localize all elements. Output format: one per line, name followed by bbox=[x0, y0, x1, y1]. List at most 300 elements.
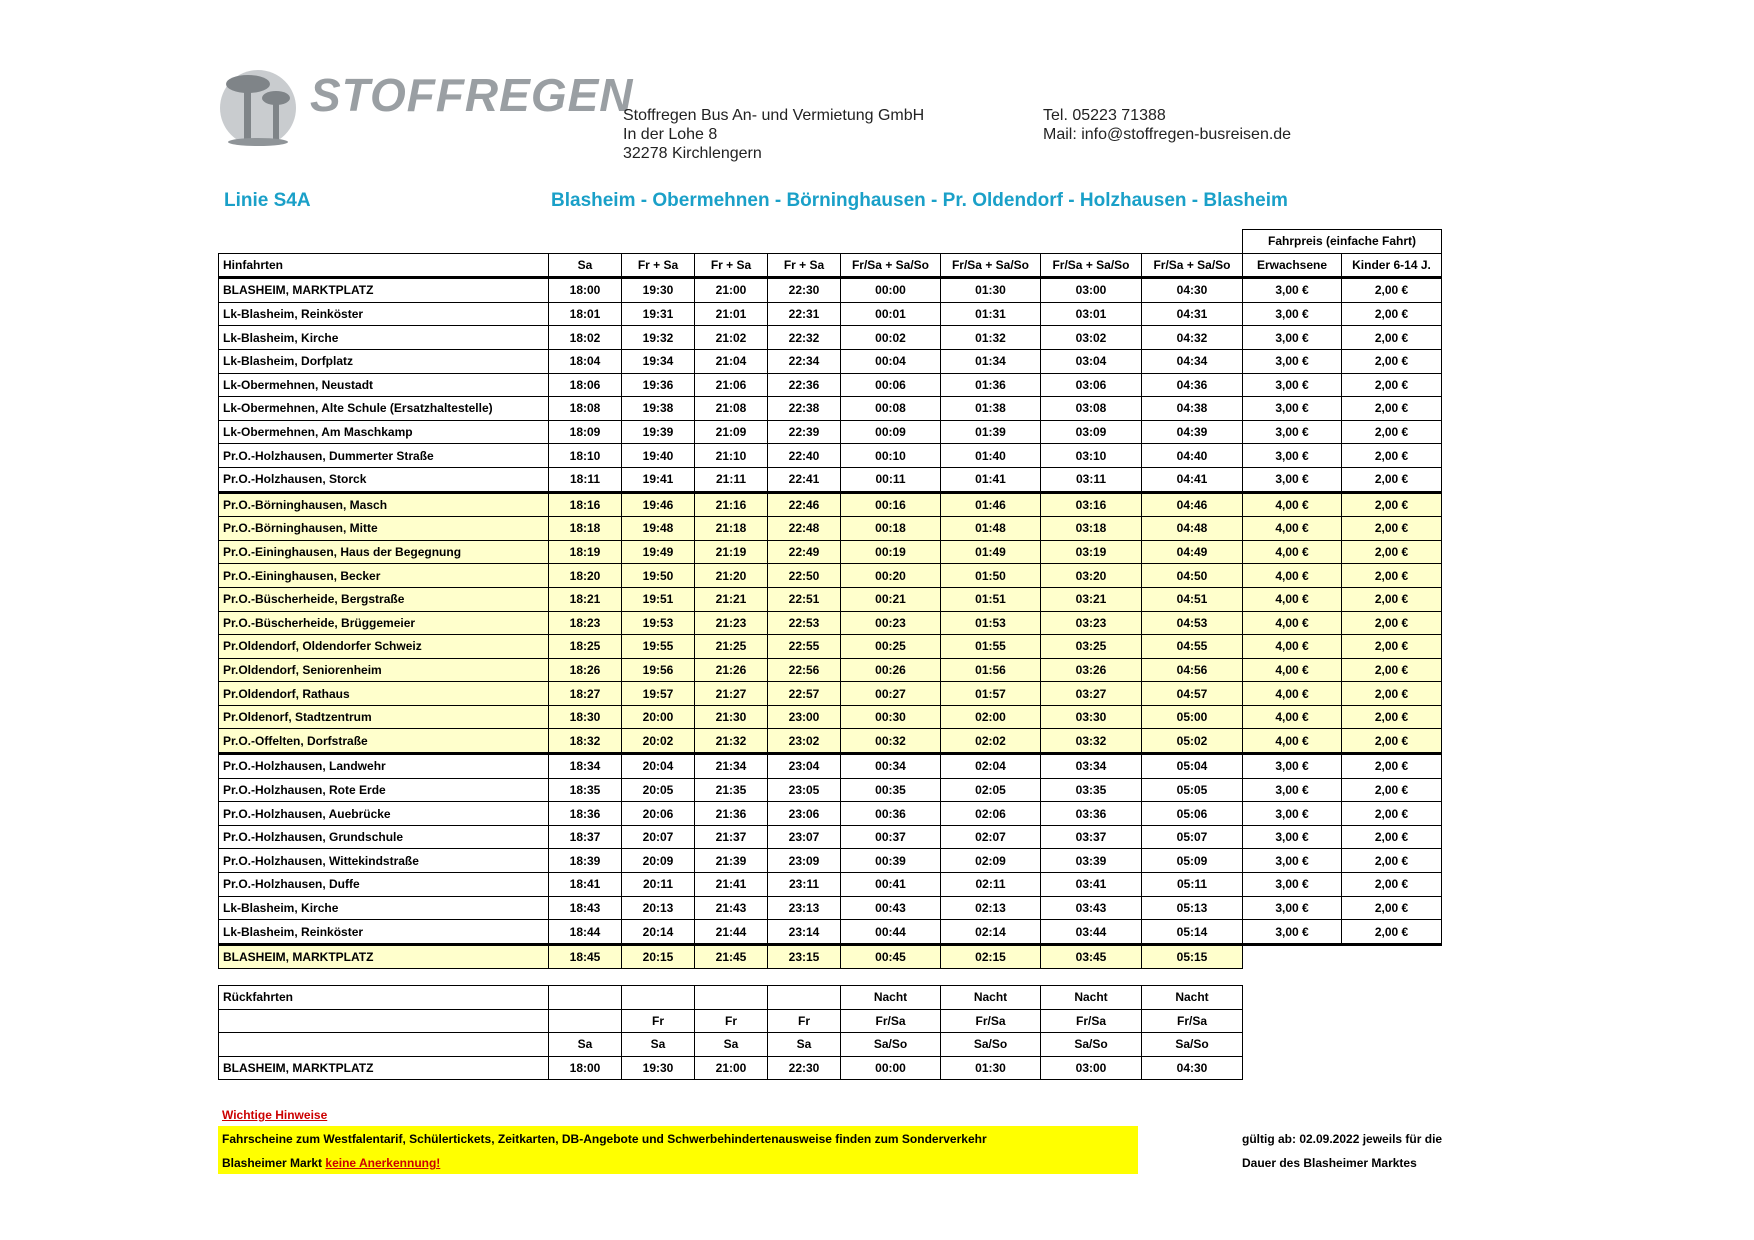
column-header: Sa bbox=[549, 253, 622, 278]
return-cell bbox=[768, 986, 841, 1010]
departure-time: 19:51 bbox=[622, 587, 695, 611]
departure-time: 04:31 bbox=[1142, 302, 1243, 326]
header-row bbox=[219, 253, 1442, 278]
departure-time: 21:35 bbox=[695, 778, 768, 802]
fare-child: 2,00 € bbox=[1342, 444, 1442, 468]
return-cell: Nacht bbox=[1142, 986, 1243, 1010]
column-header: Hinfahrten bbox=[219, 253, 549, 278]
departure-time: 05:15 bbox=[1142, 944, 1243, 969]
fare-header-row bbox=[219, 230, 1442, 254]
departure-time: 21:45 bbox=[695, 944, 768, 969]
departure-time: 05:02 bbox=[1142, 729, 1243, 754]
fare-adult: 4,00 € bbox=[1243, 517, 1342, 541]
empty-cell bbox=[841, 230, 941, 254]
company-phone: Tel. 05223 71388 bbox=[1043, 107, 1166, 124]
empty-cell bbox=[1142, 230, 1243, 254]
table-row bbox=[219, 444, 1442, 468]
departure-time: 19:49 bbox=[622, 540, 695, 564]
validity-line-1: gültig ab: 02.09.2022 jeweils für die bbox=[1242, 1132, 1443, 1146]
fare-adult: 3,00 € bbox=[1243, 444, 1342, 468]
departure-time: 00:21 bbox=[841, 587, 941, 611]
departure-time: 21:11 bbox=[695, 467, 768, 492]
fare-child: 2,00 € bbox=[1342, 420, 1442, 444]
return-cell bbox=[622, 986, 695, 1010]
departure-time: 03:02 bbox=[1041, 326, 1142, 350]
departure-time: 20:13 bbox=[622, 896, 695, 920]
departure-time: 23:00 bbox=[768, 705, 841, 729]
departure-time: 22:51 bbox=[768, 587, 841, 611]
departure-time: 02:11 bbox=[941, 873, 1041, 897]
stop-name: Pr.O.-Holzhausen, Duffe bbox=[219, 873, 549, 897]
departure-time: 02:04 bbox=[941, 754, 1041, 779]
table-row bbox=[219, 373, 1442, 397]
company-contact bbox=[1043, 106, 1291, 144]
departure-time: 18:30 bbox=[549, 705, 622, 729]
fare-adult: 3,00 € bbox=[1243, 397, 1342, 421]
stop-name: Lk-Blasheim, Reinköster bbox=[219, 920, 549, 945]
fare-adult: 3,00 € bbox=[1243, 920, 1342, 945]
departure-time: 21:27 bbox=[695, 682, 768, 706]
departure-time: 03:04 bbox=[1041, 349, 1142, 373]
departure-time: 19:50 bbox=[622, 564, 695, 588]
column-header: Fr + Sa bbox=[695, 253, 768, 278]
return-cell: Nacht bbox=[1041, 986, 1142, 1010]
departure-time: 22:40 bbox=[768, 444, 841, 468]
return-cell: Fr bbox=[695, 1009, 768, 1033]
table-row bbox=[219, 705, 1442, 729]
table-row bbox=[219, 754, 1442, 779]
departure-time: 04:57 bbox=[1142, 682, 1243, 706]
departure-time: 01:48 bbox=[941, 517, 1041, 541]
departure-time: 18:20 bbox=[549, 564, 622, 588]
departure-time: 00:23 bbox=[841, 611, 941, 635]
departure-time: 22:38 bbox=[768, 397, 841, 421]
stop-name: Pr.Oldendorf, Seniorenheim bbox=[219, 658, 549, 682]
departure-time: 21:10 bbox=[695, 444, 768, 468]
table-row bbox=[219, 825, 1442, 849]
departure-time: 20:06 bbox=[622, 802, 695, 826]
departure-time: 18:36 bbox=[549, 802, 622, 826]
departure-time: 18:00 bbox=[549, 278, 622, 303]
departure-time: 04:36 bbox=[1142, 373, 1243, 397]
empty-cell bbox=[1243, 944, 1342, 969]
departure-time: 19:30 bbox=[622, 278, 695, 303]
departure-time: 05:09 bbox=[1142, 849, 1243, 873]
departure-time: 22:49 bbox=[768, 540, 841, 564]
return-cell: Nacht bbox=[841, 986, 941, 1010]
fare-header: Fahrpreis (einfache Fahrt) bbox=[1243, 230, 1442, 254]
fare-child: 2,00 € bbox=[1342, 564, 1442, 588]
departure-time: 18:34 bbox=[549, 754, 622, 779]
departure-time: 22:32 bbox=[768, 326, 841, 350]
table-row bbox=[219, 540, 1442, 564]
return-cell: 00:00 bbox=[841, 1056, 941, 1080]
fare-child: 2,00 € bbox=[1342, 278, 1442, 303]
departure-time: 22:48 bbox=[768, 517, 841, 541]
departure-time: 03:10 bbox=[1041, 444, 1142, 468]
departure-time: 23:02 bbox=[768, 729, 841, 754]
return-cell: 22:30 bbox=[768, 1056, 841, 1080]
return-cell: Nacht bbox=[941, 986, 1041, 1010]
departure-time: 00:44 bbox=[841, 920, 941, 945]
return-cell: Sa/So bbox=[1041, 1033, 1142, 1057]
column-header: Fr + Sa bbox=[768, 253, 841, 278]
column-header: Fr + Sa bbox=[622, 253, 695, 278]
empty-cell bbox=[549, 230, 622, 254]
departure-time: 19:32 bbox=[622, 326, 695, 350]
table-row bbox=[219, 517, 1442, 541]
stop-name: Lk-Obermehnen, Am Maschkamp bbox=[219, 420, 549, 444]
departure-time: 00:35 bbox=[841, 778, 941, 802]
departure-time: 05:05 bbox=[1142, 778, 1243, 802]
departure-time: 00:27 bbox=[841, 682, 941, 706]
departure-time: 01:30 bbox=[941, 278, 1041, 303]
stop-name: Pr.Oldendorf, Oldendorfer Schweiz bbox=[219, 635, 549, 659]
fare-adult: 3,00 € bbox=[1243, 896, 1342, 920]
departure-time: 00:43 bbox=[841, 896, 941, 920]
departure-time: 22:36 bbox=[768, 373, 841, 397]
departure-time: 01:57 bbox=[941, 682, 1041, 706]
notes-line-2 bbox=[222, 1156, 440, 1170]
departure-time: 05:11 bbox=[1142, 873, 1243, 897]
departure-time: 04:56 bbox=[1142, 658, 1243, 682]
departure-time: 03:39 bbox=[1041, 849, 1142, 873]
return-cell: Sa bbox=[768, 1033, 841, 1057]
departure-time: 18:01 bbox=[549, 302, 622, 326]
departure-time: 00:08 bbox=[841, 397, 941, 421]
departure-time: 03:34 bbox=[1041, 754, 1142, 779]
fare-adult: 4,00 € bbox=[1243, 705, 1342, 729]
departure-time: 19:39 bbox=[622, 420, 695, 444]
departure-time: 22:50 bbox=[768, 564, 841, 588]
company-street: In der Lohe 8 bbox=[623, 126, 718, 143]
table-row bbox=[219, 920, 1442, 945]
departure-time: 05:06 bbox=[1142, 802, 1243, 826]
departure-time: 01:40 bbox=[941, 444, 1041, 468]
departure-time: 00:20 bbox=[841, 564, 941, 588]
table-row bbox=[219, 729, 1442, 754]
departure-time: 23:05 bbox=[768, 778, 841, 802]
departure-time: 23:06 bbox=[768, 802, 841, 826]
fare-adult: 4,00 € bbox=[1243, 682, 1342, 706]
departure-time: 20:05 bbox=[622, 778, 695, 802]
departure-time: 18:41 bbox=[549, 873, 622, 897]
departure-time: 04:53 bbox=[1142, 611, 1243, 635]
departure-time: 04:46 bbox=[1142, 492, 1243, 517]
departure-time: 03:35 bbox=[1041, 778, 1142, 802]
fare-child: 2,00 € bbox=[1342, 920, 1442, 945]
departure-time: 20:02 bbox=[622, 729, 695, 754]
departure-time: 03:25 bbox=[1041, 635, 1142, 659]
departure-time: 20:14 bbox=[622, 920, 695, 945]
fare-child: 2,00 € bbox=[1342, 778, 1442, 802]
stop-name: Pr.O.-Börninghausen, Mitte bbox=[219, 517, 549, 541]
table-row bbox=[219, 492, 1442, 517]
return-cell bbox=[695, 986, 768, 1010]
departure-time: 21:43 bbox=[695, 896, 768, 920]
table-row bbox=[219, 326, 1442, 350]
table-row bbox=[219, 420, 1442, 444]
stop-name: Pr.O.-Börninghausen, Masch bbox=[219, 492, 549, 517]
departure-time: 02:07 bbox=[941, 825, 1041, 849]
departure-time: 22:55 bbox=[768, 635, 841, 659]
departure-time: 23:11 bbox=[768, 873, 841, 897]
return-cell: Fr/Sa bbox=[941, 1009, 1041, 1033]
departure-time: 00:16 bbox=[841, 492, 941, 517]
fare-child: 2,00 € bbox=[1342, 467, 1442, 492]
table-row bbox=[219, 349, 1442, 373]
return-header-row bbox=[219, 986, 1243, 1010]
departure-time: 21:36 bbox=[695, 802, 768, 826]
departure-time: 03:08 bbox=[1041, 397, 1142, 421]
return-cell: Sa/So bbox=[1142, 1033, 1243, 1057]
departure-time: 03:26 bbox=[1041, 658, 1142, 682]
fare-child: 2,00 € bbox=[1342, 849, 1442, 873]
departure-time: 01:56 bbox=[941, 658, 1041, 682]
empty-cell bbox=[1342, 944, 1442, 969]
departure-time: 05:00 bbox=[1142, 705, 1243, 729]
empty-cell bbox=[1041, 230, 1142, 254]
departure-time: 18:16 bbox=[549, 492, 622, 517]
fare-adult: 3,00 € bbox=[1243, 873, 1342, 897]
departure-time: 00:39 bbox=[841, 849, 941, 873]
departure-time: 19:55 bbox=[622, 635, 695, 659]
departure-time: 04:48 bbox=[1142, 517, 1243, 541]
notes-title: Wichtige Hinweise bbox=[222, 1108, 328, 1122]
departure-time: 02:14 bbox=[941, 920, 1041, 945]
departure-time: 00:09 bbox=[841, 420, 941, 444]
departure-time: 04:30 bbox=[1142, 278, 1243, 303]
departure-time: 21:18 bbox=[695, 517, 768, 541]
stop-name: Rückfahrten bbox=[219, 986, 549, 1010]
stop-name: Pr.O.-Büscherheide, Bergstraße bbox=[219, 587, 549, 611]
departure-time: 22:53 bbox=[768, 611, 841, 635]
departure-time: 18:43 bbox=[549, 896, 622, 920]
stop-name: Pr.Oldenorf, Stadtzentrum bbox=[219, 705, 549, 729]
table-row bbox=[219, 397, 1442, 421]
departure-time: 04:49 bbox=[1142, 540, 1243, 564]
fare-adult: 4,00 € bbox=[1243, 611, 1342, 635]
departure-time: 21:34 bbox=[695, 754, 768, 779]
stop-name: Pr.O.-Holzhausen, Rote Erde bbox=[219, 778, 549, 802]
fare-adult: 4,00 € bbox=[1243, 635, 1342, 659]
stop-name: Lk-Blasheim, Kirche bbox=[219, 896, 549, 920]
empty-cell bbox=[622, 230, 695, 254]
departure-time: 18:02 bbox=[549, 326, 622, 350]
notes-line-2-text: Blasheimer Markt bbox=[222, 1156, 326, 1170]
return-cell: Fr/Sa bbox=[1041, 1009, 1142, 1033]
fare-adult: 3,00 € bbox=[1243, 467, 1342, 492]
fare-child: 2,00 € bbox=[1342, 349, 1442, 373]
departure-time: 00:01 bbox=[841, 302, 941, 326]
departure-time: 04:34 bbox=[1142, 349, 1243, 373]
table-row bbox=[219, 802, 1442, 826]
departure-time: 00:00 bbox=[841, 278, 941, 303]
column-header: Fr/Sa + Sa/So bbox=[841, 253, 941, 278]
stop-name: Pr.O.-Offelten, Dorfstraße bbox=[219, 729, 549, 754]
fare-child: 2,00 € bbox=[1342, 517, 1442, 541]
departure-time: 02:02 bbox=[941, 729, 1041, 754]
departure-time: 22:31 bbox=[768, 302, 841, 326]
stop-name: BLASHEIM, MARKTPLATZ bbox=[219, 278, 549, 303]
return-cell: Sa bbox=[695, 1033, 768, 1057]
departure-time: 23:04 bbox=[768, 754, 841, 779]
departure-time: 18:26 bbox=[549, 658, 622, 682]
departure-time: 01:41 bbox=[941, 467, 1041, 492]
stop-name: Pr.O.-Holzhausen, Wittekindstraße bbox=[219, 849, 549, 873]
departure-time: 20:09 bbox=[622, 849, 695, 873]
empty-cell bbox=[219, 230, 549, 254]
stop-name: Pr.O.-Büscherheide, Brüggemeier bbox=[219, 611, 549, 635]
departure-time: 00:04 bbox=[841, 349, 941, 373]
fare-adult: 3,00 € bbox=[1243, 326, 1342, 350]
departure-time: 18:19 bbox=[549, 540, 622, 564]
return-cell: Sa bbox=[549, 1033, 622, 1057]
departure-time: 00:25 bbox=[841, 635, 941, 659]
departure-time: 18:32 bbox=[549, 729, 622, 754]
stop-name: Lk-Obermehnen, Neustadt bbox=[219, 373, 549, 397]
departure-time: 21:39 bbox=[695, 849, 768, 873]
departure-time: 18:25 bbox=[549, 635, 622, 659]
logo-wordmark: STOFFREGEN bbox=[310, 69, 634, 121]
table-row bbox=[219, 944, 1442, 969]
departure-time: 18:09 bbox=[549, 420, 622, 444]
fare-child: 2,00 € bbox=[1342, 658, 1442, 682]
departure-time: 21:20 bbox=[695, 564, 768, 588]
return-cell: 19:30 bbox=[622, 1056, 695, 1080]
departure-time: 21:06 bbox=[695, 373, 768, 397]
return-cell: 18:00 bbox=[549, 1056, 622, 1080]
stop-name: Pr.O.-Eininghausen, Haus der Begegnung bbox=[219, 540, 549, 564]
fare-adult: 3,00 € bbox=[1243, 802, 1342, 826]
return-cell: Fr/Sa bbox=[841, 1009, 941, 1033]
return-cell: Fr/Sa bbox=[1142, 1009, 1243, 1033]
departure-time: 00:30 bbox=[841, 705, 941, 729]
company-address bbox=[623, 106, 924, 163]
departure-time: 03:27 bbox=[1041, 682, 1142, 706]
departure-time: 18:27 bbox=[549, 682, 622, 706]
departure-time: 03:43 bbox=[1041, 896, 1142, 920]
departure-time: 00:18 bbox=[841, 517, 941, 541]
departure-time: 01:36 bbox=[941, 373, 1041, 397]
return-cell: Sa/So bbox=[941, 1033, 1041, 1057]
return-header-row bbox=[219, 1033, 1243, 1057]
departure-time: 19:34 bbox=[622, 349, 695, 373]
table-row bbox=[219, 564, 1442, 588]
departure-time: 03:19 bbox=[1041, 540, 1142, 564]
departure-time: 19:31 bbox=[622, 302, 695, 326]
fare-adult: 3,00 € bbox=[1243, 825, 1342, 849]
fare-adult: 3,00 € bbox=[1243, 754, 1342, 779]
empty-cell bbox=[941, 230, 1041, 254]
fare-child: 2,00 € bbox=[1342, 540, 1442, 564]
departure-time: 02:15 bbox=[941, 944, 1041, 969]
stop-name bbox=[219, 1033, 549, 1057]
route-title: Blasheim - Obermehnen - Börninghausen - Pr. Oldendorf - Holzhausen - Blasheim bbox=[551, 190, 1288, 211]
departure-time: 19:46 bbox=[622, 492, 695, 517]
fare-child: 2,00 € bbox=[1342, 373, 1442, 397]
stop-name: Pr.O.-Holzhausen, Storck bbox=[219, 467, 549, 492]
departure-time: 04:38 bbox=[1142, 397, 1243, 421]
stop-name: Pr.O.-Holzhausen, Auebrücke bbox=[219, 802, 549, 826]
departure-time: 23:13 bbox=[768, 896, 841, 920]
departure-time: 03:00 bbox=[1041, 278, 1142, 303]
departure-time: 01:39 bbox=[941, 420, 1041, 444]
table-row bbox=[219, 587, 1442, 611]
return-cell: 03:00 bbox=[1041, 1056, 1142, 1080]
departure-time: 00:06 bbox=[841, 373, 941, 397]
departure-time: 00:19 bbox=[841, 540, 941, 564]
departure-time: 22:34 bbox=[768, 349, 841, 373]
table-row bbox=[219, 873, 1442, 897]
departure-time: 01:31 bbox=[941, 302, 1041, 326]
table-row bbox=[219, 611, 1442, 635]
departure-time: 01:46 bbox=[941, 492, 1041, 517]
departure-time: 19:56 bbox=[622, 658, 695, 682]
departure-time: 00:11 bbox=[841, 467, 941, 492]
departure-time: 20:15 bbox=[622, 944, 695, 969]
stop-name: Pr.O.-Eininghausen, Becker bbox=[219, 564, 549, 588]
departure-time: 04:55 bbox=[1142, 635, 1243, 659]
departure-time: 19:53 bbox=[622, 611, 695, 635]
departure-time: 18:04 bbox=[549, 349, 622, 373]
departure-time: 21:19 bbox=[695, 540, 768, 564]
return-cell: Sa/So bbox=[841, 1033, 941, 1057]
fare-adult: 4,00 € bbox=[1243, 540, 1342, 564]
fare-adult: 3,00 € bbox=[1243, 849, 1342, 873]
departure-time: 21:08 bbox=[695, 397, 768, 421]
departure-time: 18:11 bbox=[549, 467, 622, 492]
stop-name: Lk-Blasheim, Kirche bbox=[219, 326, 549, 350]
column-header: Kinder 6-14 J. bbox=[1342, 253, 1442, 278]
stop-name bbox=[219, 1009, 549, 1033]
departure-time: 03:44 bbox=[1041, 920, 1142, 945]
departure-time: 02:05 bbox=[941, 778, 1041, 802]
departure-time: 18:45 bbox=[549, 944, 622, 969]
fare-child: 2,00 € bbox=[1342, 729, 1442, 754]
departure-time: 03:16 bbox=[1041, 492, 1142, 517]
return-row bbox=[219, 1056, 1243, 1080]
return-cell: 04:30 bbox=[1142, 1056, 1243, 1080]
fare-adult: 4,00 € bbox=[1243, 587, 1342, 611]
departure-time: 03:06 bbox=[1041, 373, 1142, 397]
company-email: Mail: info@stoffregen-busreisen.de bbox=[1043, 126, 1292, 143]
departure-time: 21:30 bbox=[695, 705, 768, 729]
return-cell: Fr bbox=[768, 1009, 841, 1033]
fare-child: 2,00 € bbox=[1342, 802, 1442, 826]
departure-time: 21:04 bbox=[695, 349, 768, 373]
departure-time: 04:32 bbox=[1142, 326, 1243, 350]
return-cell: 01:30 bbox=[941, 1056, 1041, 1080]
departure-time: 21:23 bbox=[695, 611, 768, 635]
stoffregen-logo bbox=[218, 66, 634, 146]
empty-cell bbox=[695, 230, 768, 254]
departure-time: 23:15 bbox=[768, 944, 841, 969]
departure-time: 03:32 bbox=[1041, 729, 1142, 754]
departure-time: 05:14 bbox=[1142, 920, 1243, 945]
departure-time: 01:51 bbox=[941, 587, 1041, 611]
departure-time: 18:37 bbox=[549, 825, 622, 849]
company-name: Stoffregen Bus An- und Vermietung GmbH bbox=[623, 107, 925, 124]
departure-time: 00:34 bbox=[841, 754, 941, 779]
fare-child: 2,00 € bbox=[1342, 635, 1442, 659]
fare-adult: 3,00 € bbox=[1243, 278, 1342, 303]
outbound-timetable bbox=[218, 229, 1442, 969]
departure-time: 00:10 bbox=[841, 444, 941, 468]
fare-adult: 3,00 € bbox=[1243, 420, 1342, 444]
departure-time: 21:01 bbox=[695, 302, 768, 326]
fare-child: 2,00 € bbox=[1342, 705, 1442, 729]
